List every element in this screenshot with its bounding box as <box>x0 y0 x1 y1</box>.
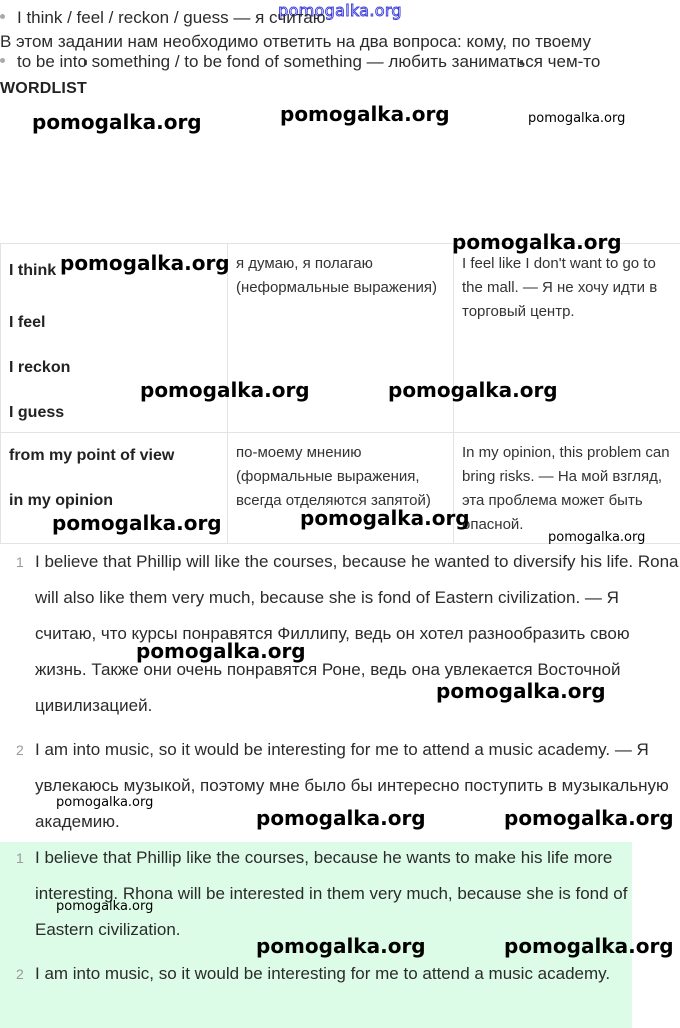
answer-item <box>0 956 630 992</box>
phrase: I think <box>9 262 57 279</box>
meaning-cell: я думаю, я полагаю (неформальные выражения) <box>228 244 454 433</box>
answer-number: 1 <box>16 554 24 570</box>
top-site-watermark: pomogalka.org <box>278 1 402 20</box>
meaning-cell: по-моему мнению (формальные выражения, всегда отделяются запятой) <box>228 433 454 544</box>
watermark: pomogalka.org <box>504 806 674 830</box>
answer-text: I believe that Phillip will like the courses, because he wanted to diversify his life. Rona will also like them very much, because she is fond of Eastern civilization. — Я считаю, что курсы понравятся Филлипу, ведь он хотел разнообразить свою жизнь. Также они очень понравятся Роне, ведь она увлекается Восточной цивилизацией. <box>35 552 679 715</box>
highlighted-answers-list <box>0 840 630 992</box>
watermark: pomogalka.org <box>436 679 606 703</box>
bullet-item: I think / feel / reckon / guess — я считаю <box>0 0 650 36</box>
watermark: pomogalka.org <box>528 111 626 126</box>
watermark: pomogalka.org <box>300 506 470 530</box>
watermark: pomogalka.org <box>32 110 202 134</box>
watermark: pomogalka.org <box>256 934 426 958</box>
watermark: pomogalka.org <box>52 511 222 535</box>
watermark: pomogalka.org <box>140 378 310 402</box>
phrase: I reckon <box>9 359 71 376</box>
watermark: pomogalka.org <box>56 795 154 810</box>
watermark: pomogalka.org <box>452 230 622 254</box>
intro-text: В этом задании нам необходимо ответить на два вопроса: кому, по твоему <box>0 32 592 51</box>
watermark: pomogalka.org <box>136 639 306 663</box>
answer-number: 2 <box>16 742 24 758</box>
answer-item <box>0 840 630 948</box>
watermark: pomogalka.org <box>56 899 154 914</box>
watermark: pomogalka.org <box>388 378 558 402</box>
answer-number: 2 <box>16 966 24 982</box>
phrase: I feel <box>9 314 46 331</box>
watermark: pomogalka.org <box>256 806 426 830</box>
watermark: pomogalka.org <box>504 934 674 958</box>
phrase: from my point of view <box>9 447 175 464</box>
phrase: I guess <box>9 404 65 421</box>
wordlist-heading: WORDLIST <box>0 80 87 97</box>
example-cell: In my opinion, this problem can bring risks. — На мой взгляд, эта проблема может быть опасной. <box>454 433 680 544</box>
answer-text: I am into music, so it would be interesting for me to attend a music academy. <box>35 964 611 983</box>
answer-text: I believe that Phillip like the courses, because he wants to make his life more interesting. Rhona will be interested in them very much, because she is fond of Eastern civilization. <box>35 848 628 939</box>
answer-number: 1 <box>16 850 24 866</box>
watermark: pomogalka.org <box>60 251 230 275</box>
watermark: pomogalka.org <box>548 530 646 545</box>
watermark: pomogalka.org <box>280 102 450 126</box>
example-cell: I feel like I don't want to go to the mall. — Я не хочу идти в торговый центр. <box>454 244 680 433</box>
bullet-item: to be into something / to be fond of something — любить заниматься чем-то <box>0 44 650 80</box>
answer-text: I am into music, so it would be interesting for me to attend a music academy. — Я увлекаюсь музыкой, поэтому мне было бы интересно поступить в музыкальную академию. <box>35 740 669 831</box>
phrase: in my opinion <box>9 492 113 509</box>
wordlist-table <box>0 243 680 544</box>
